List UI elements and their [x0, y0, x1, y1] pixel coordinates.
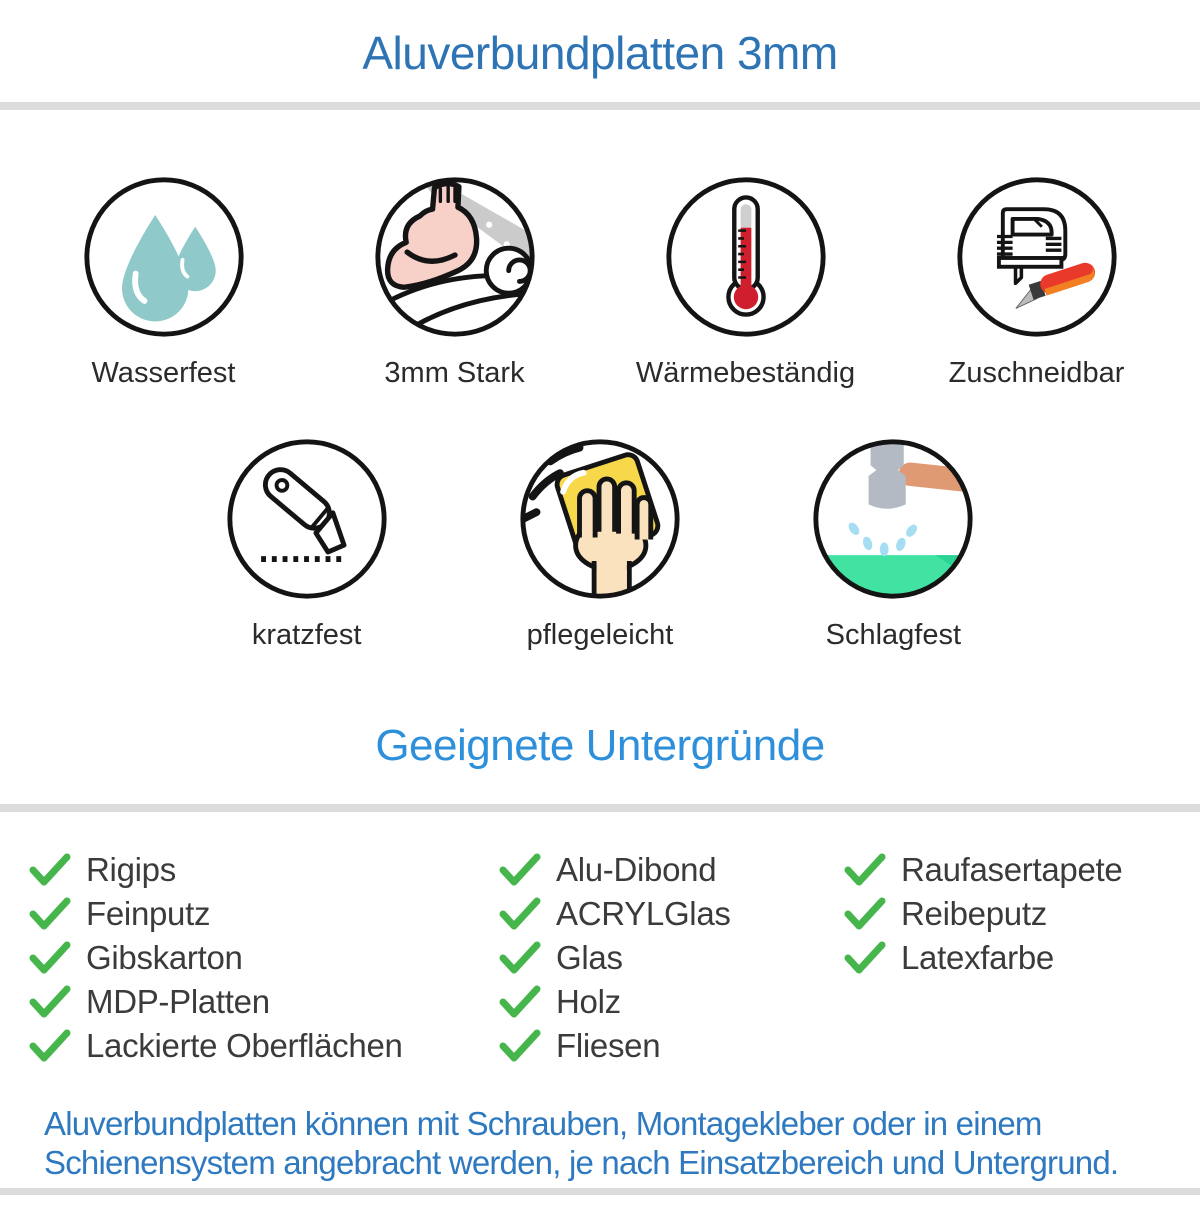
- substrate-label: Alu-Dibond: [556, 851, 717, 888]
- check-icon: [28, 853, 72, 887]
- substrate-label: Glas: [556, 939, 623, 976]
- substrate-label: Latexfarbe: [901, 939, 1054, 976]
- section-title-untergruende: Geeignete Untergründe: [375, 721, 825, 770]
- substrate-item: [498, 852, 843, 888]
- check-icon: [28, 1029, 72, 1063]
- feature-3mm-stark: [309, 174, 600, 390]
- substrate-item: [843, 940, 1172, 976]
- substrate-item: [498, 896, 843, 932]
- flexed-arm-icon: [372, 174, 538, 340]
- substrates-list: [0, 852, 1200, 1064]
- feature-waermebestaendig: [600, 174, 891, 390]
- feature-wasserfest: [18, 174, 309, 390]
- check-icon: [498, 985, 542, 1019]
- jigsaw-cutter-icon: [954, 174, 1120, 340]
- substrate-label: MDP-Platten: [86, 983, 270, 1020]
- mounting-note: [44, 1104, 1160, 1182]
- feature-zuschneidbar: [891, 174, 1182, 390]
- substrate-item: [843, 852, 1172, 888]
- page-title: Aluverbundplatten 3mm: [362, 27, 838, 79]
- substrate-label: Reibeputz: [901, 895, 1047, 932]
- utility-knife-icon: [224, 436, 390, 602]
- substrate-label: Holz: [556, 983, 621, 1020]
- substrate-label: Fliesen: [556, 1027, 661, 1064]
- check-icon: [498, 897, 542, 931]
- substrate-label: ACRYLGlas: [556, 895, 731, 932]
- feature-label: Wärmebeständig: [635, 357, 856, 389]
- check-icon: [28, 941, 72, 975]
- substrate-label: Lackierte Oberflächen: [86, 1027, 403, 1064]
- substrate-item: [28, 940, 498, 976]
- thermometer-icon: [663, 174, 829, 340]
- substrate-item: [28, 984, 498, 1020]
- check-icon: [843, 941, 887, 975]
- mounting-note-line-1: Aluverbundplatten können mit Schrauben, Montagekleber oder in einem: [44, 1105, 1042, 1142]
- check-icon: [498, 1029, 542, 1063]
- feature-label: kratzfest: [251, 619, 362, 651]
- substrates-column-2: [498, 852, 843, 1064]
- feature-row-1: [18, 174, 1182, 390]
- substrate-item: [28, 852, 498, 888]
- substrate-item: [28, 896, 498, 932]
- divider-under-subtitle: [0, 804, 1200, 812]
- divider-under-title: [0, 102, 1200, 110]
- feature-label: Schlagfest: [825, 619, 962, 651]
- substrate-item: [28, 1028, 498, 1064]
- feature-label: 3mm Stark: [384, 357, 525, 389]
- substrates-column-1: [28, 852, 498, 1064]
- feature-pflegeleicht: [453, 436, 746, 652]
- check-icon: [843, 897, 887, 931]
- check-icon: [498, 941, 542, 975]
- substrate-label: Feinputz: [86, 895, 211, 932]
- wiping-hand-icon: [517, 436, 683, 602]
- hammer-icon: [810, 436, 976, 602]
- substrate-label: Rigips: [86, 851, 176, 888]
- feature-label: Zuschneidbar: [948, 357, 1125, 389]
- divider-bottom: [0, 1188, 1200, 1195]
- water-drops-icon: [81, 174, 247, 340]
- substrate-item: [498, 940, 843, 976]
- check-icon: [28, 897, 72, 931]
- substrate-item: [498, 1028, 843, 1064]
- substrate-item: [843, 896, 1172, 932]
- mounting-note-line-2: Schienensystem angebracht werden, je nach Einsatzbereich und Untergrund.: [44, 1144, 1119, 1181]
- feature-row-2: [160, 436, 1040, 652]
- check-icon: [843, 853, 887, 887]
- feature-kratzfest: [160, 436, 453, 652]
- check-icon: [498, 853, 542, 887]
- substrate-label: Gibskarton: [86, 939, 243, 976]
- substrate-label: Raufasertapete: [901, 851, 1123, 888]
- feature-schlagfest: [747, 436, 1040, 652]
- feature-label: Wasserfest: [91, 357, 236, 389]
- feature-label: pflegeleicht: [526, 619, 674, 651]
- check-icon: [28, 985, 72, 1019]
- substrates-column-3: [843, 852, 1172, 976]
- substrate-item: [498, 984, 843, 1020]
